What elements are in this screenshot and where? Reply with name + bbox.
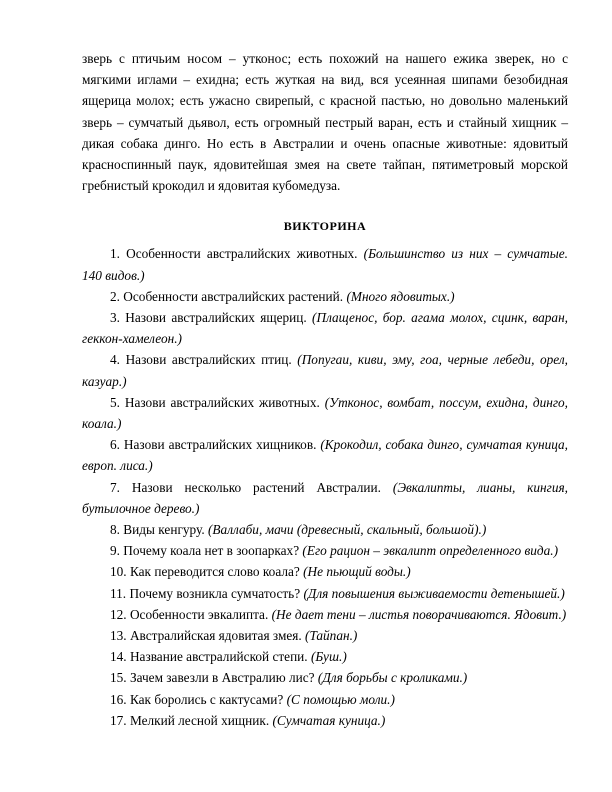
question-text: 3. Назови австралийских ящериц.: [110, 310, 313, 326]
answer-text: (Плащенос, бор. агама молох, сцинк, варан, геккон-хамелеон.): [82, 310, 568, 347]
answer-text: (Его рацион – эвкалипт определенного вида.): [302, 543, 559, 559]
answer-text: (Попугаи, киви, эму, гоа, черные лебеди, орел, казуар.): [82, 352, 568, 389]
quiz-question: [82, 286, 568, 307]
quiz-question: [82, 561, 568, 582]
answer-text: (Много ядовитых.): [346, 288, 455, 304]
question-text: 15. Зачем завезли в Австралию лис?: [110, 670, 318, 686]
question-text: 2. Особенности австралийских растений.: [110, 288, 347, 304]
answer-text: (Буш.): [310, 649, 347, 665]
quiz-question: [82, 710, 568, 731]
quiz-question: [82, 540, 568, 561]
quiz-question: [82, 646, 568, 667]
question-text: 16. Как боролись с кактусами?: [110, 691, 287, 707]
quiz-question: [82, 667, 568, 688]
quiz-question: [82, 307, 568, 349]
answer-text: (Большинство из них – сумчатые. 140 видов.): [82, 246, 569, 283]
question-text: 4. Назови австралийских птиц.: [110, 352, 298, 368]
answer-text: (Эвкалипты, лианы, кингия, бутылочное дерево.): [82, 479, 568, 516]
answer-text: (Не пьющий воды.): [303, 564, 411, 580]
question-text: 11. Почему возникла сумчатость?: [110, 585, 304, 601]
question-text: 10. Как переводится слово коала?: [110, 564, 304, 580]
intro-paragraph: зверь с птичьим носом – утконос; есть похожий на нашего ежика зверек, но с мягкими иглами – ехидна; есть жуткая на вид, вся усеянная шипами безобидная ящерица молох; есть ужасно свирепый, с красной пастью, но довольно маленький зверь – сумчатый дьявол, есть огромный пестрый варан, есть и стайный хищник – дикая собака динго. Но есть в Австралии и очень опасные животные: ядовитый красноспинный паук, ядовитейшая змея на свете тайпан, пятиметровый морской гребнистый крокодил и ядовитая кубомедуза.: [82, 51, 568, 194]
quiz-question: [82, 625, 568, 646]
quiz-question: [82, 689, 568, 710]
question-text: 14. Название австралийской степи.: [110, 649, 311, 665]
question-text: 8. Виды кенгуру.: [110, 522, 208, 538]
quiz-question: [82, 583, 568, 604]
quiz-question-list: [82, 243, 568, 731]
answer-text: (С помощью моли.): [286, 691, 395, 707]
answer-text: (Не дает тени – листья поворачиваются. Ядовит.): [271, 606, 567, 622]
question-text: 12. Особенности эвкалипта.: [110, 606, 272, 622]
quiz-question: [82, 392, 568, 434]
answer-text: (Тайпан.): [305, 628, 358, 644]
answer-text: (Крокодил, собака динго, сумчатая куница, европ. лиса.): [82, 437, 568, 474]
answer-text: (Сумчатая куница.): [272, 712, 386, 728]
question-text: 9. Почему коала нет в зоопарках?: [110, 543, 303, 559]
quiz-question: [82, 434, 568, 476]
question-text: 7. Назови несколько растений Австралии.: [110, 479, 393, 495]
question-text: 5. Назови австралийских животных.: [110, 394, 325, 410]
quiz-question: [82, 519, 568, 540]
question-text: 6. Назови австралийских хищников.: [110, 437, 321, 453]
question-text: 17. Мелкий лесной хищник.: [110, 712, 273, 728]
answer-text: (Утконос, вомбат, поссум, ехидна, динго, коала.): [82, 394, 568, 432]
answer-text: (Для повышения выживаемости детенышей.): [303, 585, 565, 601]
answer-text: (Валлаби, мачи (древесный, скальный, большой).): [208, 522, 487, 538]
quiz-question: [82, 243, 568, 285]
question-text: 13. Австралийская ядовитая змея.: [110, 628, 306, 644]
question-text: 1. Особенности австралийских животных.: [110, 246, 364, 262]
quiz-question: [82, 349, 568, 391]
quiz-question: [82, 604, 568, 625]
document-page: [82, 48, 568, 731]
quiz-question: [82, 477, 568, 519]
quiz-title: ВИКТОРИНА: [283, 219, 367, 234]
answer-text: (Для борьбы с кроликами.): [317, 670, 468, 686]
